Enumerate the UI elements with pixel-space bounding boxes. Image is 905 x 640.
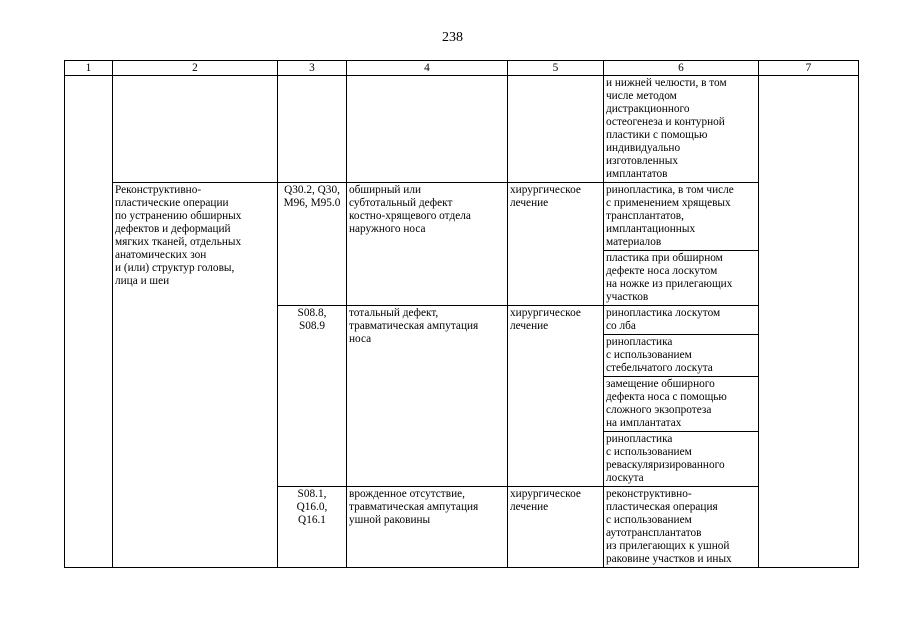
group-cell-empty — [113, 76, 278, 183]
method-text: ринопластика лоскутом со лба — [606, 307, 721, 332]
method-text: ринопластика, в том числе с применением хрящевых трансплантатов, имплантационных материалов — [606, 184, 734, 248]
condition-text: врожденное отсутствие, травматическая ампутация ушной раковины — [349, 488, 479, 526]
treatment-text: хирургическое лечение — [510, 307, 581, 332]
condition-cell — [347, 487, 508, 568]
medical-procedures-table — [64, 60, 859, 568]
group-title: Реконструктивно- пластические операции по устранению обширных дефектов и деформаций мягких тканей, отдельных анатомических зон и (или) структур головы, лица и шеи — [115, 184, 242, 287]
method-text: замещение обширного дефекта носа с помощью сложного экзопротеза на имплантатах — [606, 378, 727, 429]
condition-text: тотальный дефект, травматическая ампутация носа — [349, 307, 479, 345]
method-text: ринопластика с использованием реваскуляризированного лоскута — [606, 433, 725, 484]
codes-cell — [278, 487, 347, 568]
method-text: реконструктивно- пластическая операция с использованием аутотрансплантатов из прилегающих к ушной раковине участков и иных — [606, 488, 732, 565]
header-cell: 7 — [759, 61, 859, 76]
index-cell — [65, 76, 113, 568]
header-cell: 1 — [65, 61, 113, 76]
header-cell: 4 — [347, 61, 508, 76]
header-cell: 3 — [278, 61, 347, 76]
method-cell — [604, 377, 759, 432]
treatment-text: хирургическое лечение — [510, 488, 581, 513]
condition-cell — [347, 306, 508, 487]
method-cell — [604, 251, 759, 306]
condition-text: обширный или субтотальный дефект костно-хрящевого отдела наружного носа — [349, 184, 471, 235]
codes-text: S08.8, S08.9 — [297, 307, 327, 332]
condition-cell — [347, 183, 508, 306]
method-cell — [604, 306, 759, 335]
method-cell — [604, 432, 759, 487]
header-cell: 2 — [113, 61, 278, 76]
treatment-cell-empty — [508, 76, 604, 183]
header-cell: 6 — [604, 61, 759, 76]
group-title-cell — [113, 183, 278, 568]
header-cell: 5 — [508, 61, 604, 76]
codes-cell-empty — [278, 76, 347, 183]
codes-cell — [278, 306, 347, 487]
table-row — [65, 183, 859, 251]
method-text: и нижней челюсти, в том числе методом дистракционного остеогенеза и контурной пластики с помощью индивидуально изготовленных имплантатов — [606, 77, 727, 180]
method-cell — [604, 335, 759, 377]
treatment-cell — [508, 487, 604, 568]
page-number: 238 — [442, 30, 463, 45]
treatment-cell — [508, 306, 604, 487]
method-cell — [604, 487, 759, 568]
codes-text: Q30.2, Q30, M96, M95.0 — [283, 184, 341, 209]
condition-cell-empty — [347, 76, 508, 183]
header-row — [65, 61, 859, 76]
method-text: ринопластика с использованием стебельчатого лоскута — [606, 336, 713, 374]
method-cell — [604, 76, 759, 183]
method-text: пластика при обширном дефекте носа лоскутом на ножке из прилегающих участков — [606, 252, 733, 303]
method-cell — [604, 183, 759, 251]
codes-cell — [278, 183, 347, 306]
table-row-continuation — [65, 76, 859, 183]
codes-text: S08.1, Q16.0, Q16.1 — [296, 488, 328, 526]
treatment-cell — [508, 183, 604, 306]
notes-cell — [759, 76, 859, 568]
treatment-text: хирургическое лечение — [510, 184, 581, 209]
